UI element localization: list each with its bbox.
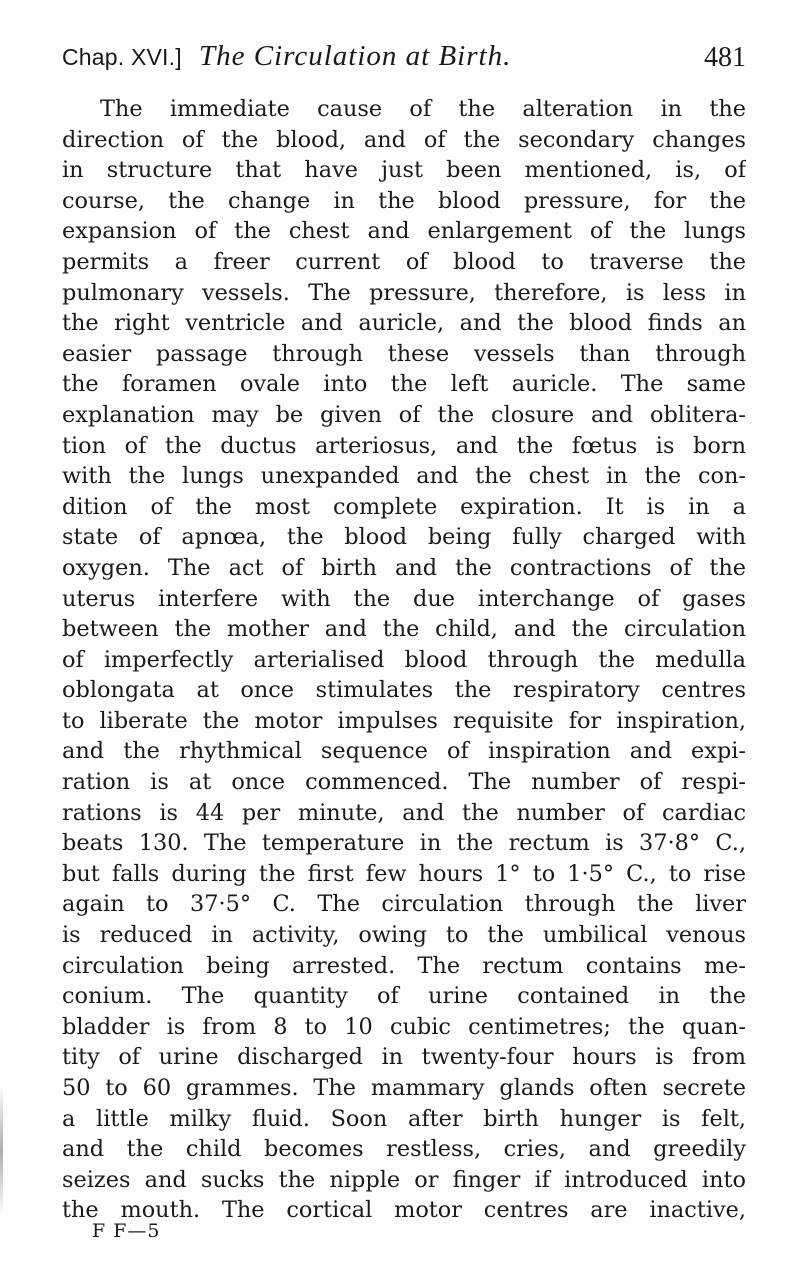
- text-line: permits a freer current of blood to traverse the: [62, 248, 746, 275]
- text-line: the foramen ovale into the left auricle. The same: [62, 371, 746, 398]
- text-line: beats 130. The temperature in the rectum is 37·8° C.,: [62, 830, 746, 857]
- text-line: state of apnœa, the blood being fully charged with: [62, 524, 746, 551]
- running-head: [62, 40, 746, 80]
- text-line: is reduced in activity, owing to the umbilical venous: [62, 922, 746, 949]
- text-line: oblongata at once stimulates the respiratory centres: [62, 677, 746, 704]
- text-line: tion of the ductus arteriosus, and the fœtus is born: [62, 432, 746, 459]
- text-line: between the mother and the child, and the circulation: [62, 616, 746, 643]
- chapter-label: Chap. XVI.]: [62, 44, 182, 70]
- text-line: of imperfectly arterialised blood through the medulla: [62, 646, 746, 673]
- text-line: to liberate the motor impulses requisite for inspiration,: [62, 707, 746, 734]
- text-line: rations is 44 per minute, and the number of cardiac: [62, 799, 746, 826]
- text-line: in structure that have just been mentioned, is, of: [62, 157, 746, 184]
- text-line: circulation being arrested. The rectum contains me-: [62, 952, 746, 979]
- text-line: the right ventricle and auricle, and the blood finds an: [62, 310, 746, 337]
- page-number: 481: [704, 42, 746, 73]
- text-line: but falls during the first few hours 1° to 1·5° C., to rise: [62, 860, 746, 887]
- text-line: oxygen. The act of birth and the contractions of the: [62, 554, 746, 581]
- text-line: conium. The quantity of urine contained in the: [62, 983, 746, 1010]
- text-line: and the rhythmical sequence of inspiration and expi-: [62, 738, 746, 765]
- text-line: 50 to 60 grammes. The mammary glands often secrete: [62, 1075, 746, 1101]
- text-line: the mouth. The cortical motor centres are inactive,: [62, 1197, 746, 1224]
- text-line: and the child becomes restless, cries, and greedily: [62, 1136, 746, 1163]
- text-line: expansion of the chest and enlargement of the lungs: [62, 218, 746, 245]
- text-line: bladder is from 8 to 10 cubic centimetres; the quan-: [62, 1013, 746, 1040]
- text-line: dition of the most complete expiration. It is in a: [62, 493, 746, 520]
- text-line: The immediate cause of the alteration in the: [100, 96, 746, 122]
- text-line: seizes and sucks the nipple or finger if introduced into: [62, 1166, 746, 1193]
- text-line: direction of the blood, and of the secondary changes: [62, 126, 746, 153]
- running-title: The Circulation at Birth.: [199, 40, 512, 72]
- text-line: again to 37·5° C. The circulation through the liver: [62, 891, 746, 918]
- signature-mark: F F—5: [92, 1220, 161, 1242]
- text-line: tity of urine discharged in twenty-four hours is from: [62, 1044, 746, 1071]
- text-line: explanation may be given of the closure and oblitera-: [62, 401, 746, 428]
- text-line: with the lungs unexpanded and the chest in the con-: [62, 463, 746, 490]
- text-line: ration is at once commenced. The number of respi-: [62, 769, 746, 796]
- text-line: course, the change in the blood pressure, for the: [62, 187, 746, 214]
- binding-shadow: [0, 1085, 3, 1215]
- text-line: uterus interfere with the due interchange of gases: [62, 585, 746, 612]
- body-paragraph: [62, 94, 746, 1226]
- text-line: easier passage through these vessels than through: [62, 340, 746, 367]
- text-line: pulmonary vessels. The pressure, therefore, is less in: [62, 279, 746, 306]
- text-line: a little milky fluid. Soon after birth hunger is felt,: [62, 1105, 746, 1132]
